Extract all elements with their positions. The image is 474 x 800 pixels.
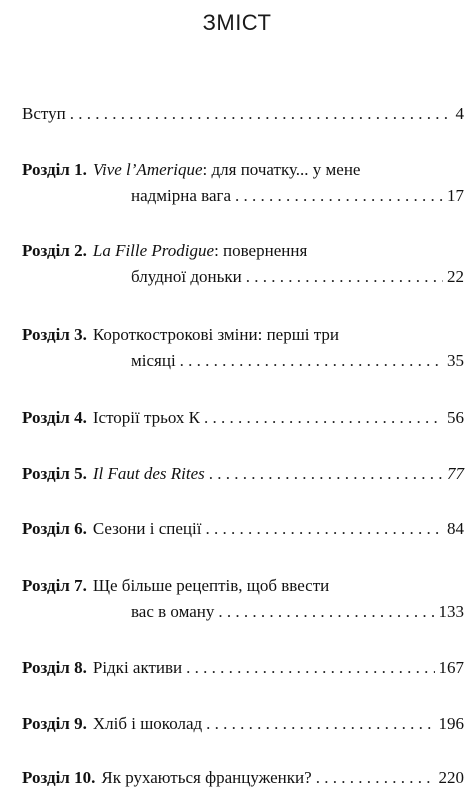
toc-entry-title-continued: блудної доньки	[131, 267, 242, 286]
chapter-label: Розділ 6.	[22, 519, 87, 538]
toc-entry-title-italic: Vive l’Amerique	[92, 160, 203, 179]
dot-leader	[206, 711, 434, 737]
chapter-label: Розділ 10.	[22, 768, 96, 787]
toc-entry-title-italic: Il Faut des Rites	[92, 464, 205, 483]
toc-page-number: 220	[438, 768, 464, 787]
chapter-label: Розділ 4.	[22, 408, 87, 427]
toc-page-number: 35	[447, 351, 464, 370]
toc-entry-chapter-7[interactable]	[22, 573, 464, 625]
toc-entry-title: : для початку... у мене	[202, 160, 361, 179]
toc-entry-chapter-9[interactable]	[22, 711, 464, 737]
toc-page-number: 22	[447, 267, 464, 286]
toc-entry-chapter-3[interactable]	[22, 322, 464, 374]
toc-entry-title: Ще більше рецептів, щоб ввести	[92, 576, 330, 595]
dot-leader	[70, 101, 452, 127]
dot-leader	[316, 765, 435, 791]
dot-leader	[218, 599, 434, 625]
toc-entry-chapter-6[interactable]	[22, 516, 464, 542]
toc-page-number: 77	[447, 464, 464, 483]
toc-entry-title: Короткострокові зміни: перші три	[92, 325, 340, 344]
chapter-label: Розділ 3.	[22, 325, 87, 344]
toc-entry-title-continued: вас в оману	[131, 602, 215, 621]
toc-page-number: 4	[455, 104, 464, 123]
toc-entry-chapter-10[interactable]	[22, 765, 464, 791]
toc-entry-title: Вступ	[22, 104, 66, 123]
dot-leader	[180, 348, 443, 374]
toc-entry-title: Історії трьох К	[92, 408, 201, 427]
chapter-label: Розділ 7.	[22, 576, 87, 595]
toc-page-number: 196	[438, 714, 464, 733]
chapter-label: Розділ 9.	[22, 714, 87, 733]
toc-page-number: 167	[438, 658, 464, 677]
toc-entry-title: Сезони і спеції	[92, 519, 202, 538]
toc-entry-title-italic: La Fille Prodigue	[92, 241, 215, 260]
toc-page-number: 84	[447, 519, 464, 538]
toc-entry-title-continued: місяці	[131, 351, 176, 370]
dot-leader	[246, 264, 443, 290]
toc-entry-chapter-5[interactable]	[22, 461, 464, 487]
toc-entry-title: Рідкі активи	[92, 658, 183, 677]
toc-entry-title: Хліб і шоколад	[92, 714, 203, 733]
chapter-label: Розділ 1.	[22, 160, 87, 179]
dot-leader	[205, 516, 443, 542]
dot-leader	[235, 183, 443, 209]
toc-entry-title: : повернення	[214, 241, 308, 260]
dot-leader	[209, 461, 443, 487]
page-title: ЗМІСТ	[202, 10, 272, 35]
toc-entry-intro[interactable]	[22, 101, 464, 127]
toc-entry-title-continued: надмірна вага	[131, 186, 232, 205]
chapter-label: Розділ 2.	[22, 241, 87, 260]
toc-entry-chapter-1[interactable]	[22, 157, 464, 209]
toc-page-number: 133	[438, 602, 464, 621]
toc-page-number: 17	[447, 186, 464, 205]
toc-entry-chapter-4[interactable]	[22, 405, 464, 431]
toc-page-number: 56	[447, 408, 464, 427]
dot-leader	[186, 655, 434, 681]
dot-leader	[204, 405, 443, 431]
chapter-label: Розділ 5.	[22, 464, 87, 483]
toc-entry-chapter-2[interactable]	[22, 238, 464, 290]
toc-entry-chapter-8[interactable]	[22, 655, 464, 681]
chapter-label: Розділ 8.	[22, 658, 87, 677]
toc-entry-title: Як рухаються француженки?	[101, 768, 312, 787]
